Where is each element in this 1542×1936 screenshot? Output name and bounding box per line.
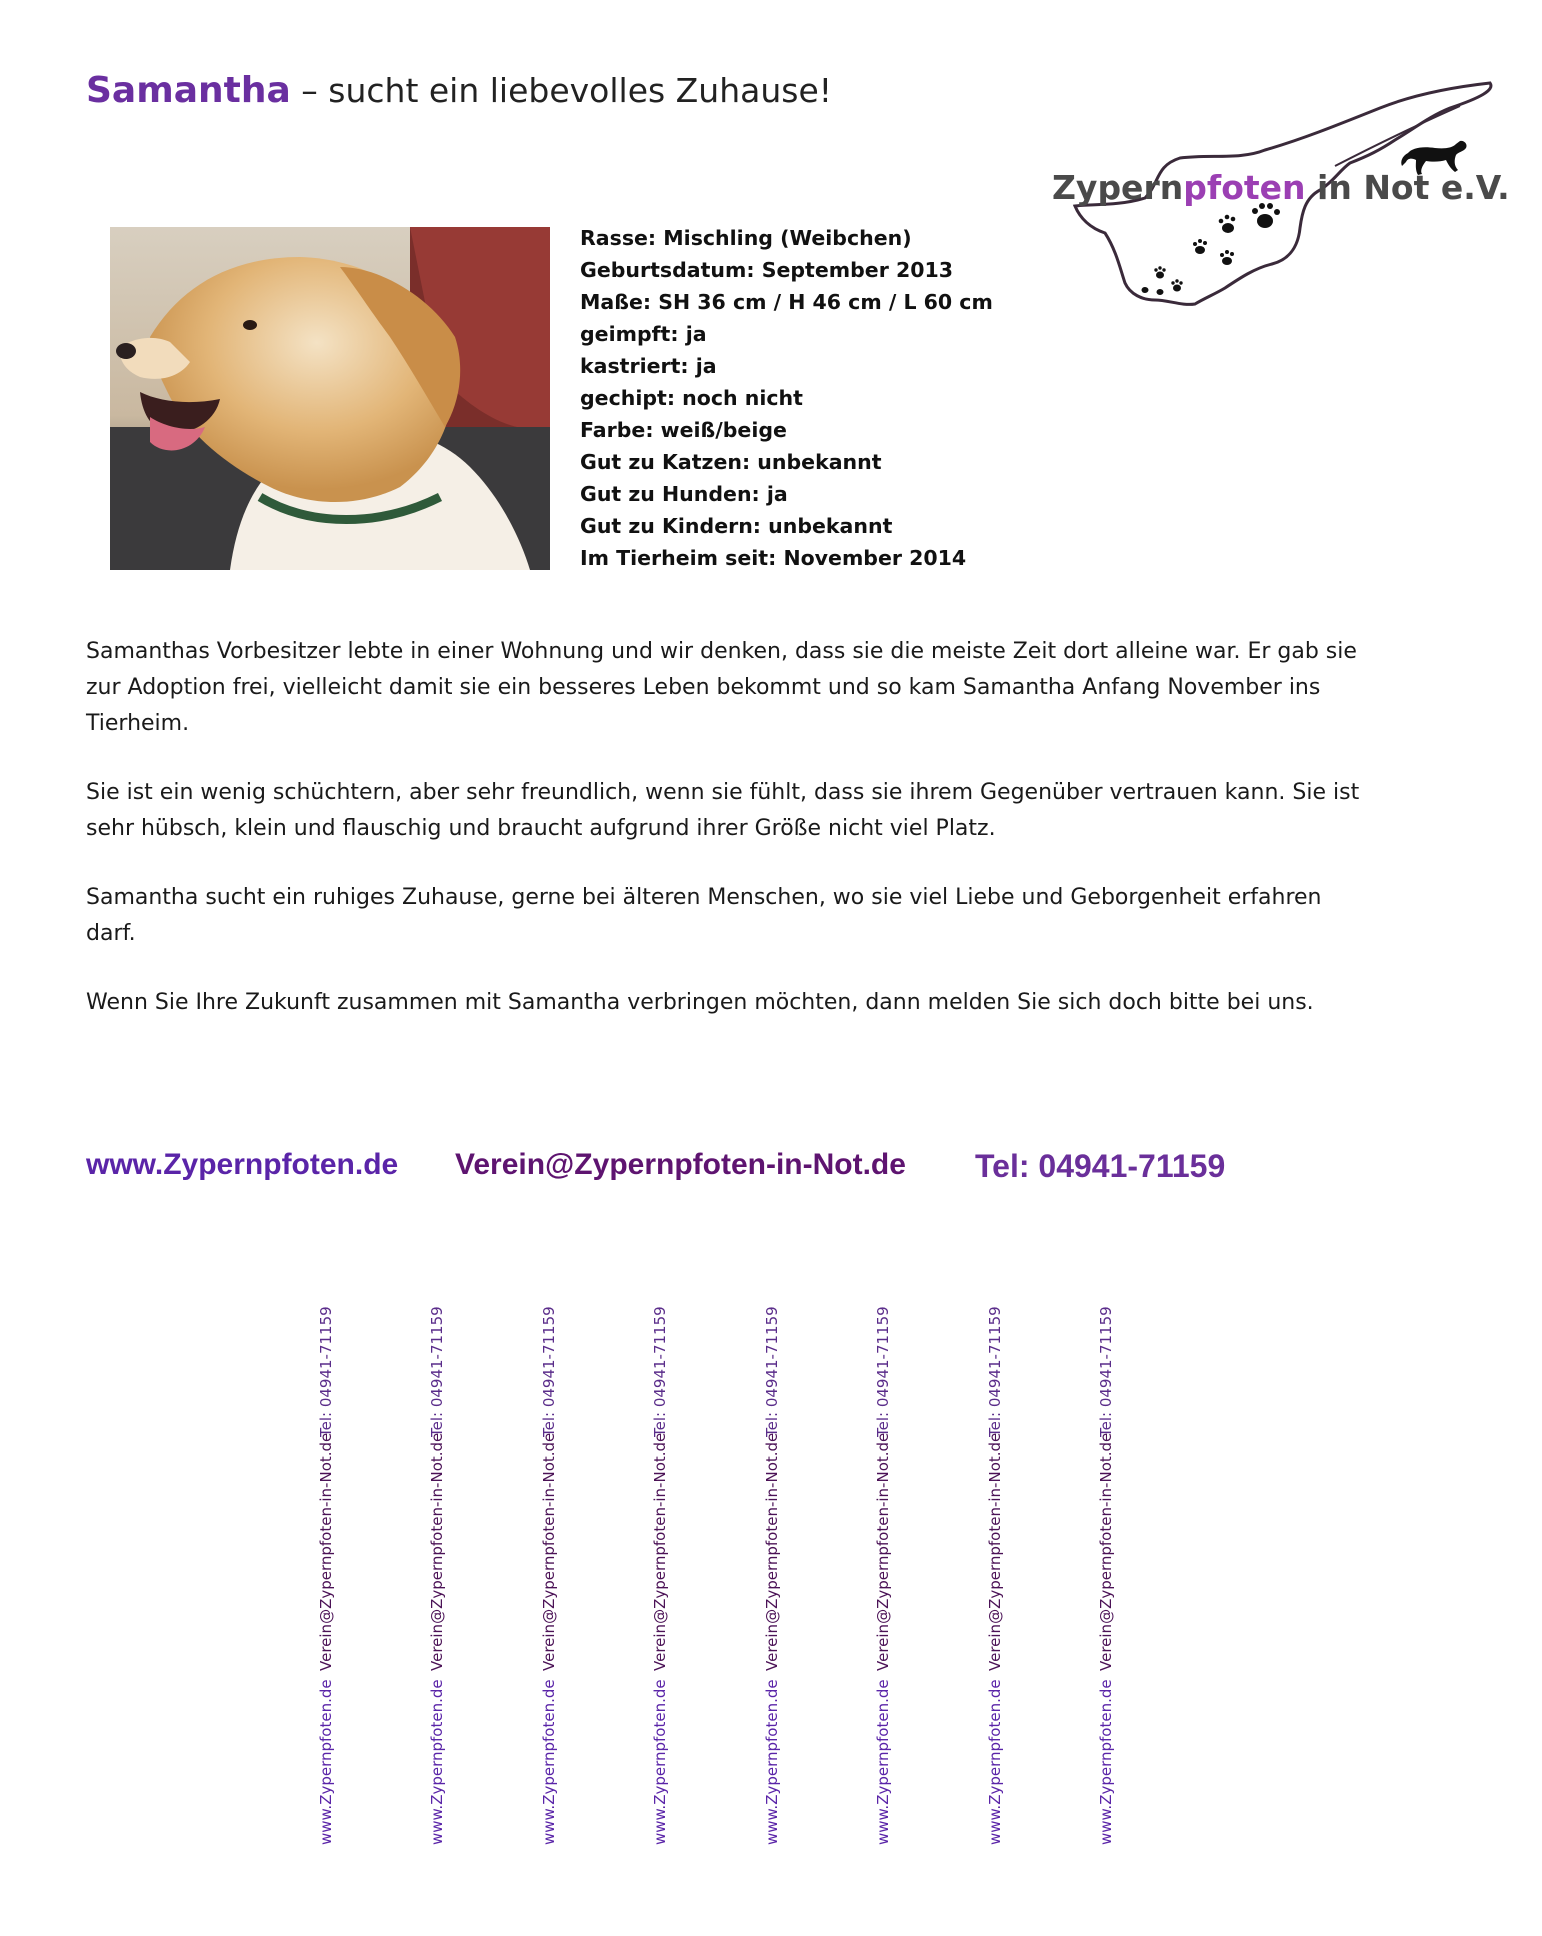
tearoff-strip[interactable] — [646, 1305, 674, 1845]
fact-color: Farbe: weiß/beige — [580, 418, 787, 442]
tearoff-web: www.Zypernpfoten.de — [986, 1679, 1004, 1845]
paragraph: Wenn Sie Ihre Zukunft zusammen mit Samantha verbringen möchten, dann melden Sie sich doch bitte bei uns. — [86, 990, 1314, 1015]
tearoff-web: www.Zypernpfoten.de — [540, 1679, 558, 1845]
fact-vaccinated: geimpft: ja — [580, 322, 707, 346]
tearoff-tel: Tel: 04941-71159 — [540, 1306, 558, 1437]
fact-neutered: kastriert: ja — [580, 354, 717, 378]
tearoff-strip[interactable] — [758, 1305, 786, 1845]
fact-good-with-cats: Gut zu Katzen: unbekannt — [580, 450, 882, 474]
tearoff-email: Verein@Zypernpfoten-in-Not.de — [874, 1432, 892, 1671]
fact-chipped: gechipt: noch nicht — [580, 386, 803, 410]
paragraph: Samantha sucht ein ruhiges Zuhause, gerne bei älteren Menschen, wo sie viel Liebe und Geborgenheit erfahren darf. — [86, 885, 1322, 946]
tearoff-tel: Tel: 04941-71159 — [428, 1306, 446, 1437]
tearoff-email: Verein@Zypernpfoten-in-Not.de — [428, 1432, 446, 1671]
tearoff-tel: Tel: 04941-71159 — [874, 1306, 892, 1437]
fact-measurements: Maße: SH 36 cm / H 46 cm / L 60 cm — [580, 290, 993, 314]
fact-breed: Rasse: Mischling (Weibchen) — [580, 226, 912, 250]
phone-number: Tel: 04941-71159 — [975, 1148, 1226, 1184]
fact-good-with-kids: Gut zu Kindern: unbekannt — [580, 514, 893, 538]
tearoff-tel: Tel: 04941-71159 — [1097, 1306, 1115, 1437]
tearoff-strip[interactable] — [423, 1305, 451, 1845]
logo-wordmark: Zypernpfoten in Not e.V. — [1052, 168, 1510, 207]
fact-good-with-dogs: Gut zu Hunden: ja — [580, 482, 788, 506]
tearoff-web: www.Zypernpfoten.de — [317, 1679, 335, 1845]
paragraph: Sie ist ein wenig schüchtern, aber sehr freundlich, wenn sie fühlt, dass sie ihrem Gegenüber vertrauen kann. Sie ist sehr hübsch, klein und flauschig und braucht aufgrund ihrer Größe nicht viel Platz. — [86, 780, 1360, 841]
tearoff-email: Verein@Zypernpfoten-in-Not.de — [540, 1432, 558, 1671]
email-link[interactable]: Verein@Zypernpfoten-in-Not.de — [455, 1148, 906, 1181]
tearoff-tel: Tel: 04941-71159 — [317, 1306, 335, 1437]
tearoff-email: Verein@Zypernpfoten-in-Not.de — [317, 1432, 335, 1671]
title-tagline: – sucht ein liebevolles Zuhause! — [290, 71, 832, 110]
tearoff-web: www.Zypernpfoten.de — [1097, 1679, 1115, 1845]
website-link[interactable]: www.Zypernpfoten.de — [86, 1148, 399, 1181]
cyprus-map-logo — [1050, 78, 1500, 348]
description — [86, 634, 1376, 1054]
dog-photo — [110, 227, 550, 570]
tearoff-email: Verein@Zypernpfoten-in-Not.de — [1097, 1432, 1115, 1671]
tearoff-strip[interactable] — [1092, 1305, 1120, 1845]
paw-prints-icon — [1142, 203, 1281, 295]
dog-name: Samantha — [86, 70, 291, 111]
fact-shelter-since: Im Tierheim seit: November 2014 — [580, 546, 967, 570]
tearoff-strip[interactable] — [312, 1305, 340, 1845]
page-title — [86, 70, 832, 111]
tearoff-web: www.Zypernpfoten.de — [428, 1679, 446, 1845]
tearoff-web: www.Zypernpfoten.de — [763, 1679, 781, 1845]
tearoff-tel: Tel: 04941-71159 — [986, 1306, 1004, 1437]
tearoff-strip[interactable] — [869, 1305, 897, 1845]
fact-sheet — [580, 222, 993, 574]
tearoff-strip[interactable] — [981, 1305, 1009, 1845]
tearoff-tel: Tel: 04941-71159 — [763, 1306, 781, 1437]
tearoff-web: www.Zypernpfoten.de — [874, 1679, 892, 1845]
fact-birthdate: Geburtsdatum: September 2013 — [580, 258, 953, 282]
paragraph: Samanthas Vorbesitzer lebte in einer Wohnung und wir denken, dass sie die meiste Zeit dort alleine war. Er gab sie zur Adoption frei, vielleicht damit sie ein besseres Leben bekommt und so kam Samantha Anfang November ins Tierheim. — [86, 639, 1357, 736]
tearoff-strip[interactable] — [535, 1305, 563, 1845]
tearoff-web: www.Zypernpfoten.de — [651, 1679, 669, 1845]
tearoff-email: Verein@Zypernpfoten-in-Not.de — [651, 1432, 669, 1671]
tearoff-email: Verein@Zypernpfoten-in-Not.de — [986, 1432, 1004, 1671]
tearoff-tel: Tel: 04941-71159 — [651, 1306, 669, 1437]
tearoff-email: Verein@Zypernpfoten-in-Not.de — [763, 1432, 781, 1671]
